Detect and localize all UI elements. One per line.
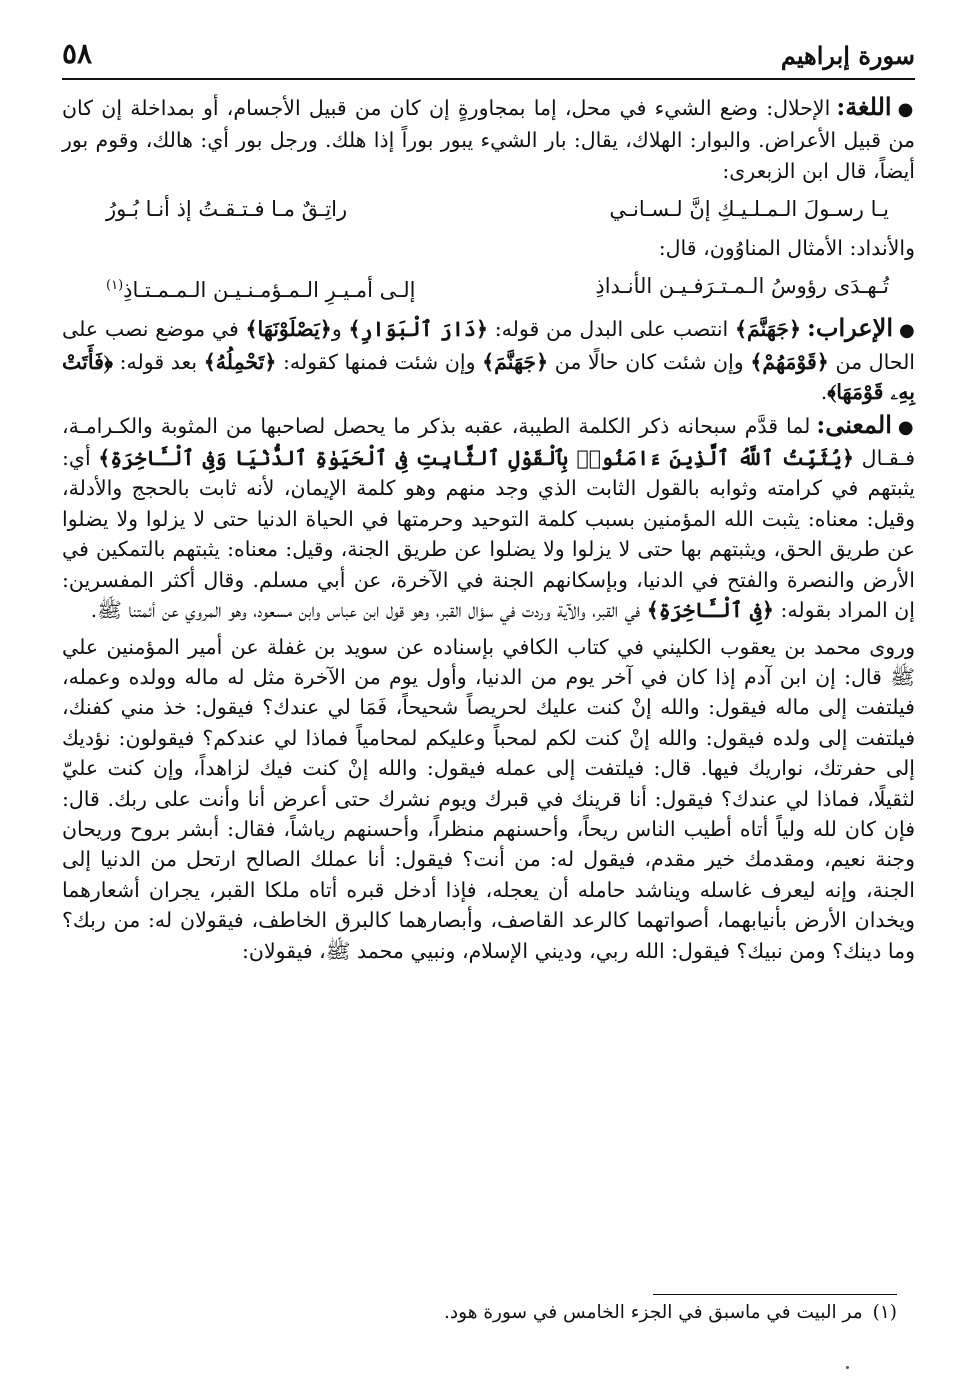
irab-text: بعد قوله: [112,349,204,374]
verse-2-second-hemistich [106,271,415,305]
footnote-divider [653,1294,897,1295]
andad-text: والأنداد: الأمثال المناوُون، قال: [658,235,915,260]
main-text [62,92,915,966]
kulayni-text: وروى محمد بن يعقوب الكليني في كتاب الكافي بإسناده عن سويد بن غفلة عن أمير المؤمنين علي ﷺ قال: إن ابن آدم إذا كان في آخر يوم من الدنيا، وأول يوم من الآخرة مثل له ماله وولده وعمله، فيلتفت إلى ماله فيقول: والله إنْ كنت عليك لحريصاً شحيحاً، فَمَا لي عندك؟ فيقول: خذ مني كفنك، فيلتفت إلى ولده فيقول: والله إنْ كنت لكم لمحباً وعليكم لمحامياً فماذا لي عندكم؟ فيقولون: نؤديك إلى حفرتك، نواريك فيها. قال: فيلتفت إلى عمله فيقول: والله إنْ كنت فيك لزاهداً، وإن كنت عليّ لثقيلًا، فماذا لي عندك؟ فيقول: أنا قرينك في قبرك ويوم نشرك حتى أعرض أنا وأنت على ربك. قال: فإن كان لله ولياً أتاه أطيب الناس ريحاً، وأحسنهم منظراً، وأحسنهم رياشاً، فقال: أبشر بروح وريحان وجنة نعيم، ومقدمك خير مقدم، فيقول له: من أنت؟ فيقول: أنا عملك الصالح ارتحل من الدنيا إلى الجنة، وإنه ليعرف غاسله ويناشد حامله أن يعجله، فإذا أدخل قبره أتاه ملكا القبر، يجران أشعارهما ويخدان الأرض بأنيابهما، أصواتهما كالرعد القاصف، وأبصارهما كالبرق الخاطف، فيقولان له: من ربك؟ وما دينك؟ ومن نبيك؟ فيقول: الله ربي، وديني الإسلام، ونبيي محمد ﷺ، فيقولان: [62,634,915,963]
kulayni-paragraph [62,632,915,966]
verse-2-first-hemistich: تُـهـدَى رؤوسُ الـمـتـرَفـيـن الأنـداذِ [595,274,889,299]
irab-text: في موضع نصب على الحال من [62,317,916,374]
footnote-number: (١) [872,1302,897,1323]
irab-text: . [820,380,828,405]
quran-quote: ﴿يُثَبِّتُ ٱللَّهُ ٱلَّذِينَ ءَامَنُوا۟ بِٱلْقَوْلِ ٱلثَّابِتِ فِى ٱلْحَيَوٰةِ ٱلدُّنْيَا وَفِى ٱلْـَٔاخِرَةِ﴾ [98,446,855,471]
footnote-text: مر البيت في ماسبق في الجزء الخامس في سورة هود. [444,1302,863,1323]
lugha-paragraph [62,92,915,186]
irab-paragraph [62,313,915,407]
quran-quote: ﴿فِى ٱلْـَٔاخِرَةِ﴾ [646,598,774,623]
verse-2-second-hemistich-text: إلـى أمـيـرِ الـمـؤمـنـيـن الـمـمـتـاذِ [123,278,416,303]
verse-1-second-hemistich: راتِـقٌ مـا فـتـقـتُ إذ أنـا بُـورُ [106,197,348,222]
quran-quote: ﴿قَوْمَهُمْ﴾ [750,349,829,374]
mana-text: لما قدَّم سبحانه ذكر الكلمة الطيبة، عقبه بذكر ما يحصل لصاحبها من المثوبة والكـرامـة، فـقـال [62,413,915,471]
andad-paragraph [62,233,915,263]
section-label-mana: المعنى: [816,409,892,439]
irab-text: انتصب على البدل من قوله: [487,317,736,342]
quran-quote: ﴿دَارَ ٱلْبَوَارِ﴾ [348,317,488,342]
scan-speck [846,1366,849,1369]
quran-quote: ﴿فَأَتَتْ بِهِۦ قَوْمَهَا﴾ [62,349,915,405]
poetry-verse-1 [62,192,915,226]
irab-text: وإن شئت كان حالًا من [548,349,751,374]
mana-text: أي: يثبتهم في كرامته وثوابه بالقول الثابت الذي وجد منهم وهو كلمة الإيمان، لأنه ثابت بالحجج والأدلة، وقيل: معناه: يثبت الله المؤمنين بسبب كلمة التوحيد وحرمتها في الحياة الدنيا حتى لا يزلوا ولا يضلوا عن طريق الحق، ويثبتهم بها حتى لا يزلوا ولا يضلوا عن طريق الجنة، وقيل: معناه: يثبتهم بالتمكين في الأرض والنصرة والفتح في الدنيا، وبإسكانهم الجنة في الآخرة، عن أبي مسلم. وقال أكثر المفسرين: إن المراد بقوله: [62,446,915,623]
poetry-verse-2 [62,269,915,307]
section-label-lugha: اللغة: [836,92,892,121]
section-label-irab: الإعراب: [807,313,894,343]
surah-title: سورة إبراهيم [780,41,915,70]
verse-1-first-hemistich: يـا رسـولَ الـمـلـيـكِ إنَّ لـسـانـي [609,197,889,222]
lugha-text: الإحلال: وضع الشيء في محل، إما بمجاورةٍ إن كان من قبيل الأجسام، أو بمداخلة إن كان من قبيل الأعراض. والبوار: الهلاك، يقال: بار الشيء يبور بوراً إذا هلك. ورجل بور أي: هالك، وقوم بور أيضاً، قال ابن الزبعرى: [62,96,915,183]
page-number: ٥٨ [62,37,93,70]
quran-quote: ﴿جَهَنَّمَ﴾ [482,349,549,374]
bullet-icon: ● [897,416,915,438]
quran-quote: ﴿تَحْمِلُهُ﴾ [203,349,277,374]
mana-paragraph [62,410,915,626]
footnote [444,1302,897,1323]
quran-quote: ﴿يَصْلَوْنَهَا﴾ [245,317,332,342]
footnote-marker[interactable]: (١) [106,278,124,294]
bullet-icon: ● [899,320,915,342]
page-header [62,34,915,80]
mana-text: في القبر، والآية وردت في سؤال القبر، وهو قول ابن عباس وابن مسعود، وهو المروي عن أئمتنا ﷺ. [90,598,647,623]
quran-quote: ﴿جَهَنَّمَ﴾ [735,317,801,342]
bullet-icon: ● [897,99,915,120]
irab-text: و [331,317,349,342]
irab-text: وإن شئت فمنها كقوله: [276,349,483,374]
